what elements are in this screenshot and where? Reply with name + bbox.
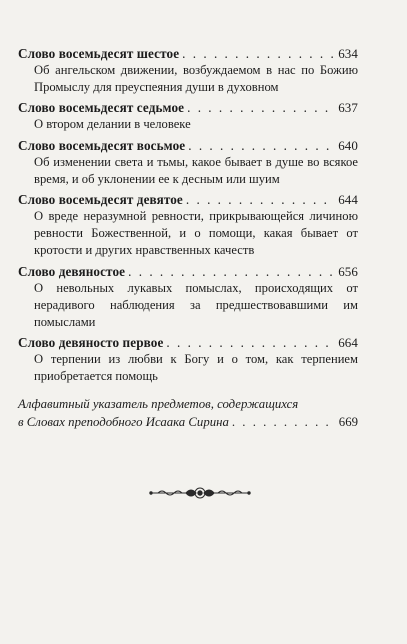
index-title-line-2-row: [18, 414, 358, 432]
entry-heading: [18, 263, 358, 280]
toc-entry: [18, 334, 358, 385]
leader-dots: [166, 334, 335, 351]
entry-description: О невольных лукавых помыслах, происходящих от нерадивого наблюдения за предшествовавшими им помыслами: [34, 280, 358, 330]
entry-title: Слово девяностое: [18, 263, 126, 279]
entry-description: О вреде неразумной ревности, прикрывающейся личиною ревности Божественной, и о помощи, какая бывает от кротости и других нравственных качеств: [34, 209, 358, 258]
entry-heading: [18, 45, 358, 62]
toc-entry: [18, 99, 358, 133]
entry-page: 664: [338, 335, 358, 351]
leader-dots: [188, 137, 335, 154]
entry-page: 634: [338, 46, 358, 61]
toc-entry: [18, 263, 358, 332]
leader-dots: [232, 414, 336, 432]
entry-description: О втором делании в человеке: [34, 117, 191, 132]
leader-dots: [186, 191, 335, 208]
index-entry: [18, 396, 358, 431]
entry-description: О терпении из любви к Богу и о том, как терпением приобретается помощь: [34, 352, 358, 384]
entry-title: Слово восемьдесят седьмое: [18, 100, 185, 116]
leader-dots: [128, 263, 335, 280]
table-of-contents: [18, 45, 358, 389]
toc-entry: [18, 137, 358, 188]
entry-heading: [18, 191, 358, 208]
entry-description: Об ангельском движении, возбуждаемом в нас по Божию Промыслу для преуспеяния души в духовном: [34, 63, 358, 95]
entry-page: 644: [338, 192, 358, 208]
index-page: 669: [338, 414, 358, 429]
index-title-line-1: Алфавитный указатель предметов, содержащихся: [18, 397, 299, 411]
entry-title: Слово восемьдесят девятое: [18, 192, 183, 208]
entry-heading: [18, 334, 358, 351]
entry-description: Об изменении света и тьмы, какое бывает в душе во всякое время, и об уклонении ее к десным или шуим: [34, 154, 358, 186]
entry-heading: [18, 99, 358, 116]
entry-heading: [18, 137, 358, 154]
decorative-vignette-icon: [148, 485, 252, 501]
entry-title: Слово девяносто первое: [18, 335, 164, 351]
entry-page: 637: [338, 100, 358, 116]
index-title-line-2: в Словах преподобного Исаака Сирина: [18, 414, 229, 429]
entry-title: Слово восемьдесят восьмое: [18, 137, 186, 153]
entry-title: Слово восемьдесят шестое: [18, 46, 180, 61]
entry-page: 656: [338, 263, 358, 279]
leader-dots: [187, 99, 335, 116]
toc-entry: [18, 45, 358, 96]
toc-entry: [18, 191, 358, 260]
entry-page: 640: [338, 137, 358, 153]
leader-dots: [182, 45, 335, 62]
